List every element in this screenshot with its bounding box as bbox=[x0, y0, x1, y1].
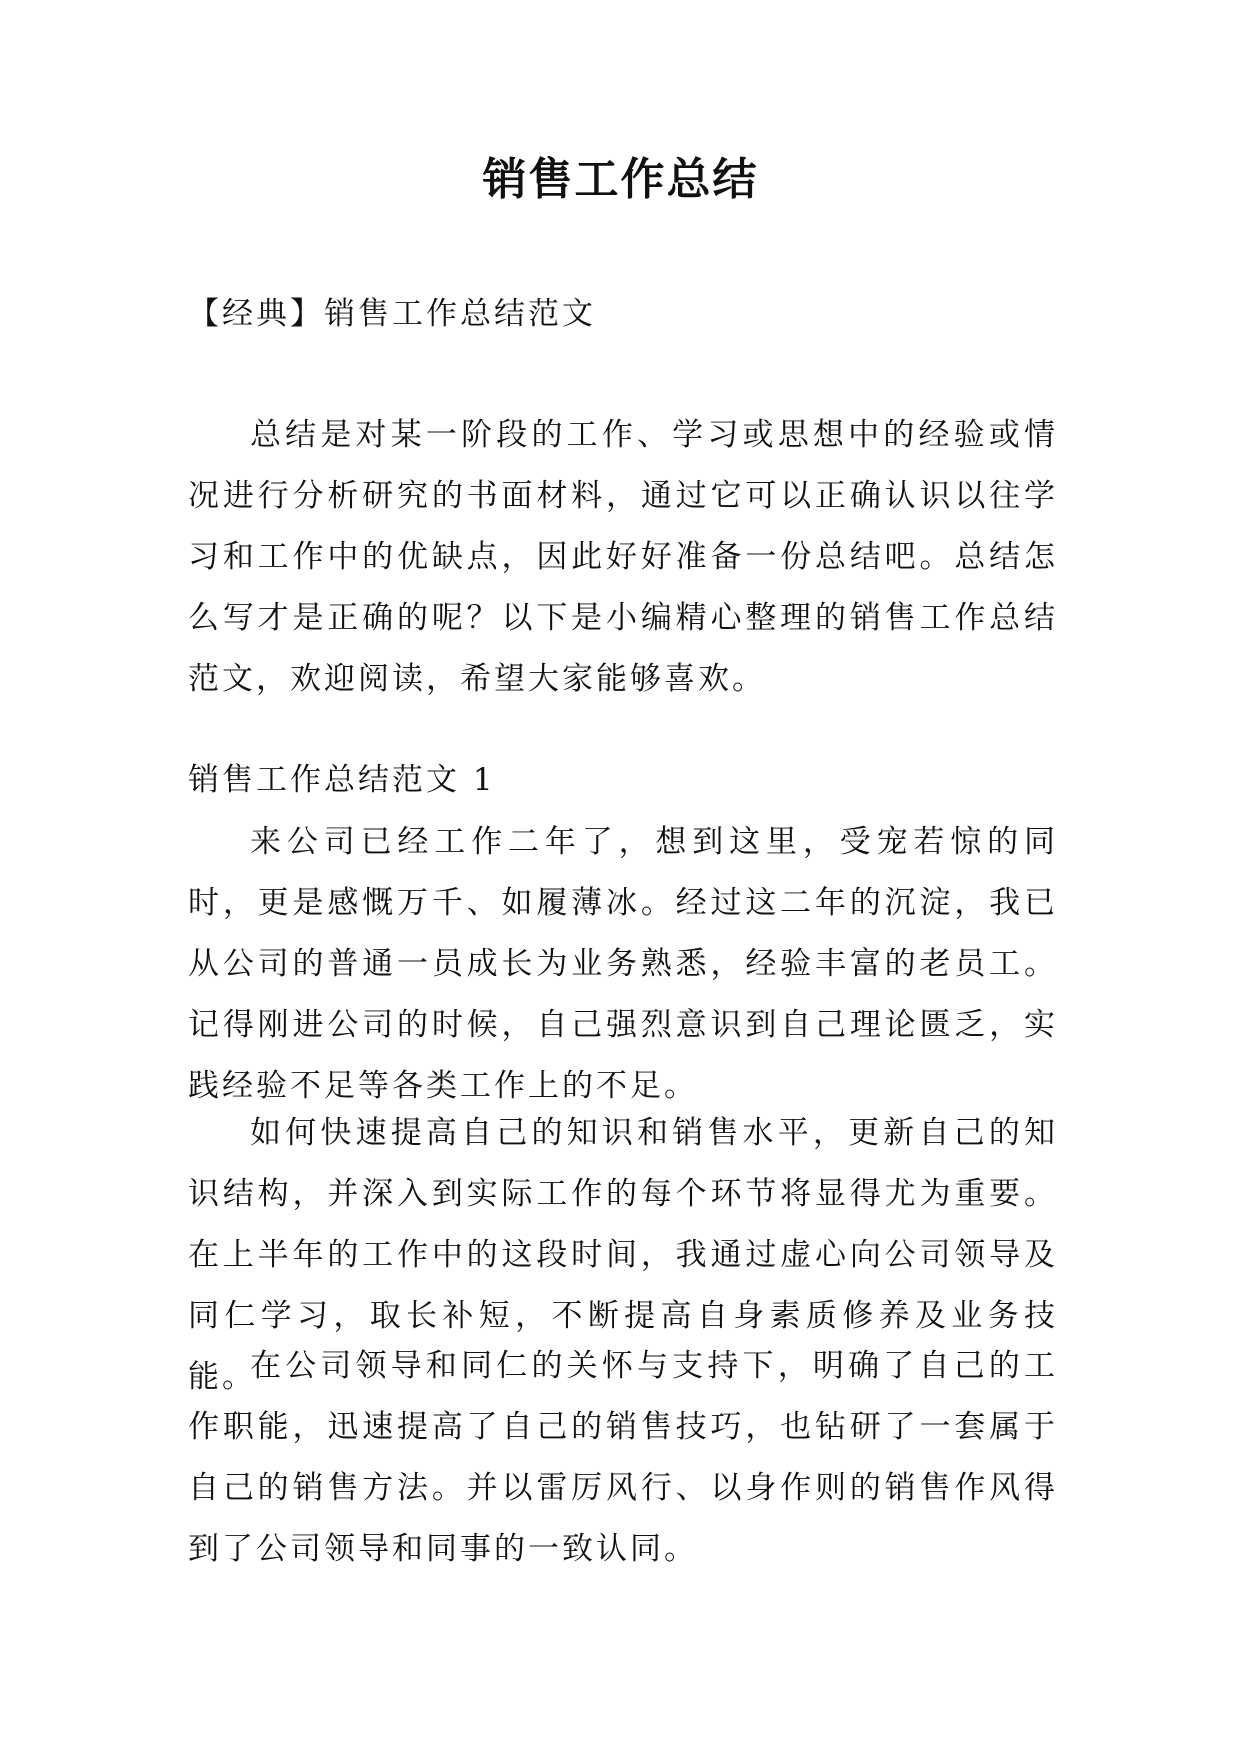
body-paragraph-3: 在公司领导和同仁的关怀与支持下，明确了自己的工作职能，迅速提高了自己的销售技巧，也钻研了一套属于自己的销售方法。并以雷厉风行、以身作则的销售作风得到了公司领导和同事的一致认同。 bbox=[188, 1348, 1058, 1567]
section-heading: 销售工作总结范文 1 bbox=[188, 762, 496, 798]
document-subtitle: 【经典】销售工作总结范文 bbox=[188, 296, 596, 332]
body-paragraph-1: 来公司已经工作二年了，想到这里，受宠若惊的同时，更是感慨万千、如履薄冰。经过这二年的沉淀，我已从公司的普通一员成长为业务熟悉，经验丰富的老员工。记得刚进公司的时候，自己强烈意识到自己理论匮乏，实践经验不足等各类工作上的不足。 bbox=[188, 824, 1058, 1104]
body-paragraph-2: 如何快速提高自己的知识和销售水平，更新自己的知识结构，并深入到实际工作的每个环节将显得尤为重要。在上半年的工作中的这段时间，我通过虚心向公司领导及同仁学习，取长补短，不断提高自身素质修养及业务技能。 bbox=[188, 1115, 1058, 1395]
intro-paragraph: 总结是对某一阶段的工作、学习或思想中的经验或情况进行分析研究的书面材料，通过它可以正确认识以往学习和工作中的优缺点，因此好好准备一份总结吧。总结怎么写才是正确的呢？以下是小编精心整理的销售工作总结范文，欢迎阅读，希望大家能够喜欢。 bbox=[188, 417, 1058, 697]
document-title: 销售工作总结 bbox=[482, 154, 759, 205]
